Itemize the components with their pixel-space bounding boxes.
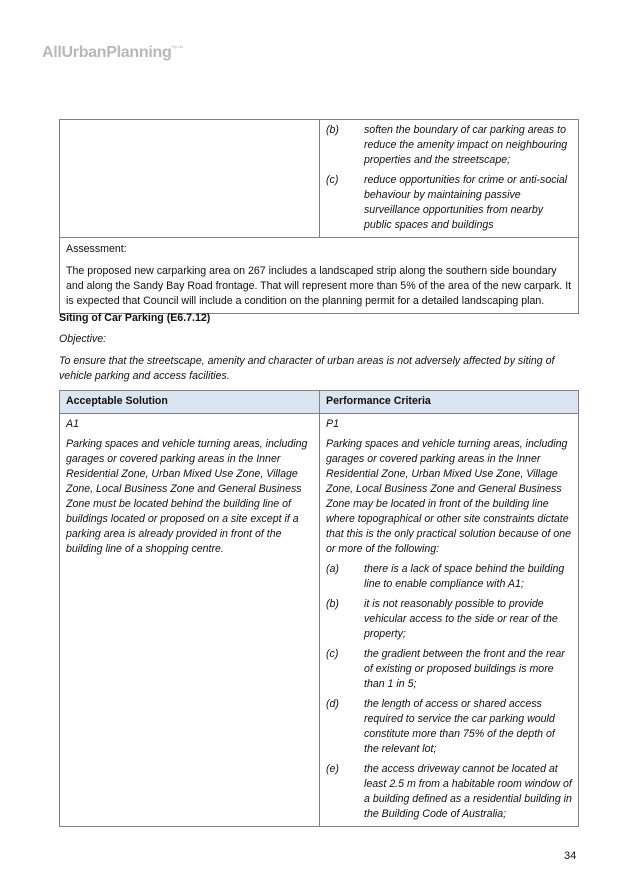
a-text: Parking spaces and vehicle turning areas, including garages or covered parking areas in the Inner Residential Zone, Urban Mixed Use Zone, Village Zone, Local Business Zone and General Business Zone must be located behind the building line of buildings located or proposed on a site except if a parking area is already provided in front of the building line of a shopping centre. [66,438,308,555]
list-item [326,697,572,757]
p-text: Parking spaces and vehicle turning areas, including garages or covered parking areas in the Inner Residential Zone, Urban Mixed Use Zone, Village Zone, Local Business Zone and General Business Zone may be located in front of the building line where topographical or other site constraints dictate that this is the only practical solution because of one or more of the following: [326,438,571,555]
logo-text: AllUrbanPlanning [42,44,172,61]
item-text: it is not reasonably possible to provide vehicular access to the side or rear of the property; [364,598,558,640]
list-item [326,647,572,692]
item-text: the gradient between the front and the rear of existing or proposed buildings is more than 1 in 5; [364,648,565,690]
top-continuation-table [59,119,579,314]
item-text: the access driveway cannot be located at least 2.5 m from a habitable room window of a building defined as a residential building in the Building Code of Australia; [364,763,572,820]
objective-text: To ensure that the streetscape, amenity and character of urban areas is not adversely affected by siting of vehicle parking and access facilities. [59,355,555,382]
item-text: soften the boundary of car parking areas to reduce the amenity impact on neighbouring properties and the streetscape; [364,124,568,166]
item-label: (b) [326,124,339,136]
item-text: reduce opportunities for crime or anti-social behaviour by maintaining passive surveillance opportunities from nearby public spaces and buildings [364,174,568,231]
list-item [326,562,572,592]
list-item [326,123,572,168]
item-label: (d) [326,698,339,710]
item-label: (b) [326,598,339,610]
company-logo [42,44,183,62]
item-text: there is a lack of space behind the building line to enable compliance with A1; [364,563,565,590]
item-label: (c) [326,648,339,660]
acceptable-solution-header: Acceptable Solution [60,391,320,414]
performance-criteria-header: Performance Criteria [320,391,579,414]
logo-superscript: Pty Ltd [171,44,183,49]
section-heading: Siting of Car Parking (E6.7.12) [59,312,211,324]
a-code: A1 [66,418,79,430]
acceptable-solution-cell [60,414,320,827]
objective-label: Objective: [59,333,107,345]
assessment-label: Assessment: [66,243,127,255]
performance-items-cell [320,120,579,238]
page-number: 34 [564,850,577,862]
performance-criteria-cell [320,414,579,827]
item-label: (e) [326,763,339,775]
list-item [326,173,572,233]
criteria-table [59,390,579,827]
item-text: the length of access or shared access required to service the car parking would constitute more than 75% of the depth of the relevant lot; [364,698,555,755]
item-label: (c) [326,174,339,186]
empty-cell [60,120,320,238]
list-item [326,762,572,822]
item-label: (a) [326,563,339,575]
assessment-cell [60,238,579,314]
assessment-text: The proposed new carparking area on 267 includes a landscaped strip along the southern side boundary and along the Sandy Bay Road frontage. That will represent more than 5% of the area of the new carpark. It is expected that Council will include a condition on the planning permit for a detailed landscaping plan. [66,265,572,307]
p-code: P1 [326,418,339,430]
list-item [326,597,572,642]
